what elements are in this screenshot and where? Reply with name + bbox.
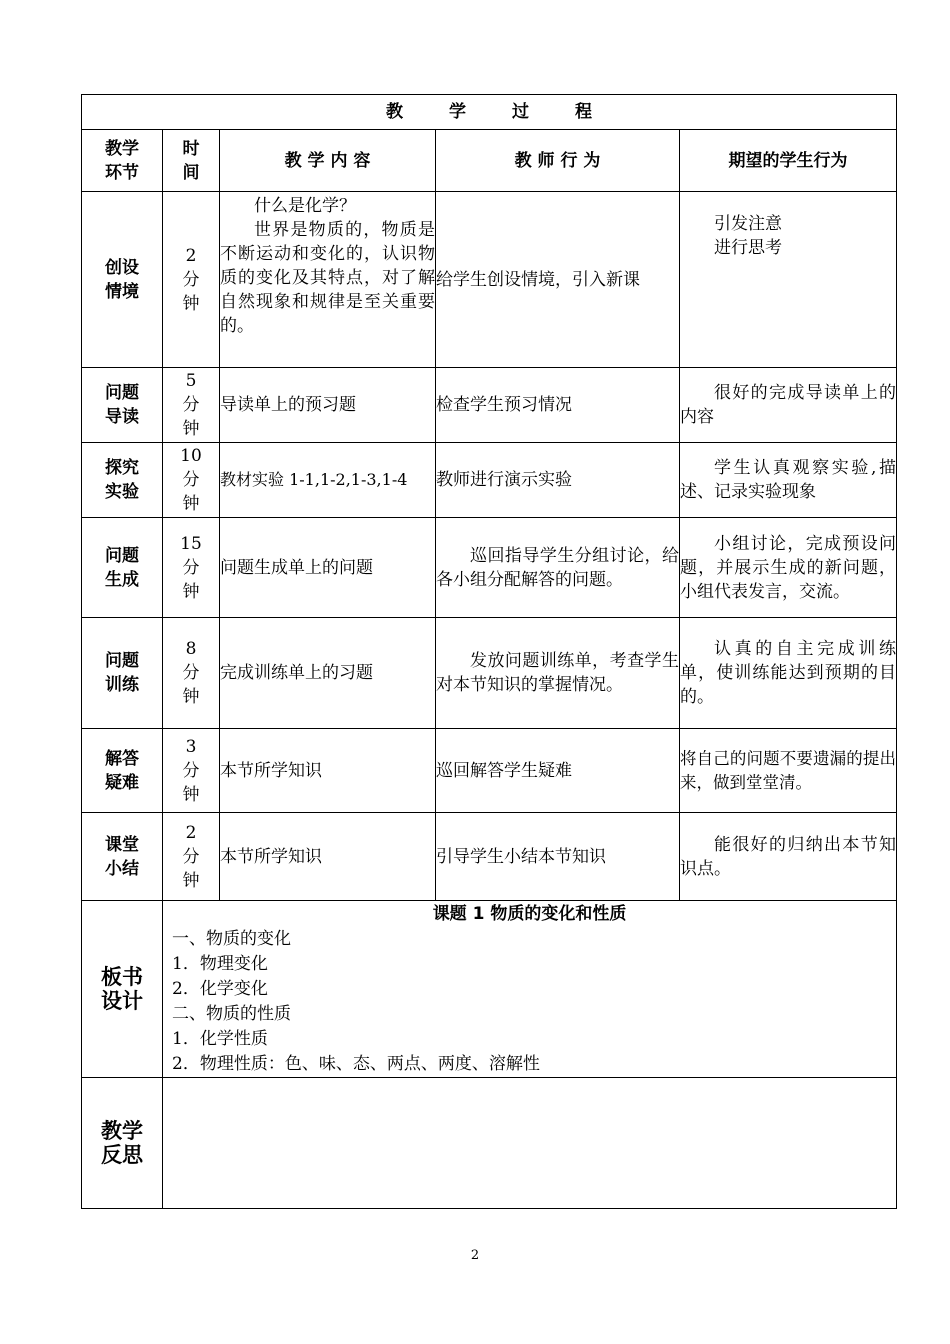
teacher-cell: 给学生创设情境，引入新课	[436, 192, 680, 368]
stage-cell	[82, 729, 163, 813]
title-char: 教	[386, 102, 404, 122]
header-stage	[82, 130, 163, 192]
page-number: 2	[470, 1248, 480, 1263]
time-unit: 分	[182, 395, 200, 415]
table-row	[82, 729, 897, 813]
table-row	[82, 192, 897, 368]
content-cell	[220, 192, 436, 368]
board-content	[163, 901, 897, 1078]
reflection-label-line: 反思	[101, 1143, 143, 1167]
time-value: 10	[180, 446, 202, 466]
time-unit: 钟	[182, 293, 200, 314]
board-line: 2．物理性质：色、味、态、两点、两度、溶解性	[172, 1054, 540, 1074]
board-line: 二、物质的性质	[172, 1004, 291, 1024]
board-line: 1．化学性质	[172, 1029, 268, 1049]
time-unit: 分	[182, 557, 200, 578]
time-unit: 钟	[182, 784, 200, 805]
time-unit: 钟	[182, 687, 200, 707]
content-cell: 本节所学知识	[220, 729, 436, 813]
time-unit: 分	[182, 470, 200, 490]
time-cell	[163, 518, 220, 618]
teacher-cell: 巡回解答学生疑难	[436, 729, 680, 813]
header-student: 期望的学生行为	[680, 130, 897, 192]
stage-cell	[82, 368, 163, 443]
reflection-label	[82, 1078, 163, 1209]
teacher-cell: 引导学生小结本节知识	[436, 813, 680, 901]
table-row	[82, 443, 897, 518]
content-cell: 教材实验 1-1,1-2,1-3,1-4	[220, 443, 436, 518]
reflection-label-line: 教学	[101, 1119, 143, 1143]
board-title: 课题 1 物质的变化和性质	[432, 904, 627, 924]
time-unit: 钟	[182, 419, 200, 439]
student-cell	[680, 192, 897, 368]
header-time	[163, 130, 220, 192]
time-value: 2	[185, 822, 197, 843]
stage-line: 解答	[105, 748, 139, 769]
teacher-cell: 巡回指导学生分组讨论，给各小组分配解答的问题。	[436, 518, 680, 618]
board-line: 2．化学变化	[172, 979, 268, 999]
board-lines	[163, 927, 896, 1077]
teacher-cell: 教师进行演示实验	[436, 443, 680, 518]
time-cell	[163, 443, 220, 518]
time-value: 2	[185, 245, 197, 266]
board-design-row	[82, 901, 897, 1078]
student-line: 进行思考	[714, 238, 782, 258]
student-cell: 学生认真观察实验,描述、记录实验现象	[680, 443, 897, 518]
stage-line: 实验	[105, 482, 139, 502]
stage-line: 课堂	[105, 834, 139, 855]
time-unit: 钟	[182, 494, 200, 514]
stage-line: 创设	[105, 257, 139, 278]
stage-line: 探究	[105, 458, 139, 478]
time-unit: 分	[182, 846, 200, 867]
stage-line: 训练	[105, 675, 139, 695]
content-title: 什么是化学？	[254, 196, 356, 216]
stage-line: 情境	[105, 281, 139, 302]
time-cell	[163, 368, 220, 443]
student-cell: 认真的自主完成训练单，使训练能达到预期的目的。	[680, 618, 897, 729]
teacher-cell: 检查学生预习情况	[436, 368, 680, 443]
stage-line: 生成	[105, 569, 139, 590]
time-unit: 分	[182, 760, 200, 781]
stage-line: 问题	[105, 383, 139, 403]
time-unit: 分	[182, 663, 200, 683]
stage-line: 问题	[105, 651, 139, 671]
content-cell: 问题生成单上的问题	[220, 518, 436, 618]
header-time-line: 时	[182, 138, 200, 159]
board-label-line: 设计	[101, 989, 143, 1013]
time-cell	[163, 729, 220, 813]
header-stage-line: 教学	[105, 138, 139, 159]
time-cell	[163, 813, 220, 901]
time-value: 5	[185, 371, 197, 391]
board-line: 1．物理变化	[172, 954, 268, 974]
table-row	[82, 618, 897, 729]
table-row	[82, 368, 897, 443]
title-char: 过	[512, 102, 530, 122]
board-line: 一、物质的变化	[172, 929, 291, 949]
board-label-line: 板书	[101, 965, 143, 989]
stage-cell	[82, 518, 163, 618]
lesson-process-table	[81, 94, 897, 1209]
time-value: 3	[185, 736, 197, 757]
time-cell	[163, 192, 220, 368]
board-label	[82, 901, 163, 1078]
reflection-content	[163, 1078, 897, 1209]
stage-cell	[82, 813, 163, 901]
time-cell	[163, 618, 220, 729]
table-title	[82, 95, 897, 130]
header-time-line: 间	[182, 162, 200, 183]
stage-line: 问题	[105, 545, 139, 566]
stage-cell	[82, 192, 163, 368]
time-value: 15	[180, 533, 202, 554]
header-teacher: 教 师 行 为	[436, 130, 680, 192]
content-cell: 本节所学知识	[220, 813, 436, 901]
student-cell: 很好的完成导读单上的内容	[680, 368, 897, 443]
table-row	[82, 518, 897, 618]
title-char: 学	[449, 102, 467, 122]
teacher-cell: 发放问题训练单，考查学生对本节知识的掌握情况。	[436, 618, 680, 729]
title-char: 程	[575, 102, 593, 122]
header-row	[82, 130, 897, 192]
student-cell: 能很好的归纳出本节知识点。	[680, 813, 897, 901]
content-cell: 导读单上的预习题	[220, 368, 436, 443]
stage-line: 小结	[105, 858, 139, 879]
stage-line: 导读	[105, 407, 139, 427]
time-unit: 钟	[182, 870, 200, 891]
content-cell: 完成训练单上的习题	[220, 618, 436, 729]
time-unit: 分	[182, 269, 200, 290]
stage-cell	[82, 443, 163, 518]
reflection-row	[82, 1078, 897, 1209]
time-unit: 钟	[182, 581, 200, 602]
table-row	[82, 813, 897, 901]
header-content: 教 学 内 容	[220, 130, 436, 192]
stage-cell	[82, 618, 163, 729]
header-stage-line: 环节	[105, 162, 139, 183]
student-cell: 将自己的问题不要遗漏的提出来，做到堂堂清。	[680, 729, 897, 813]
student-line: 引发注意	[714, 214, 782, 234]
content-text: 世界是物质的，物质是不断运动和变化的，认识物质的变化及其特点，对了解自然现象和规律是至关重要的。	[220, 220, 435, 336]
time-value: 8	[185, 639, 197, 659]
stage-line: 疑难	[105, 772, 139, 793]
student-cell: 小组讨论，完成预设问题，并展示生成的新问题，小组代表发言，交流。	[680, 518, 897, 618]
